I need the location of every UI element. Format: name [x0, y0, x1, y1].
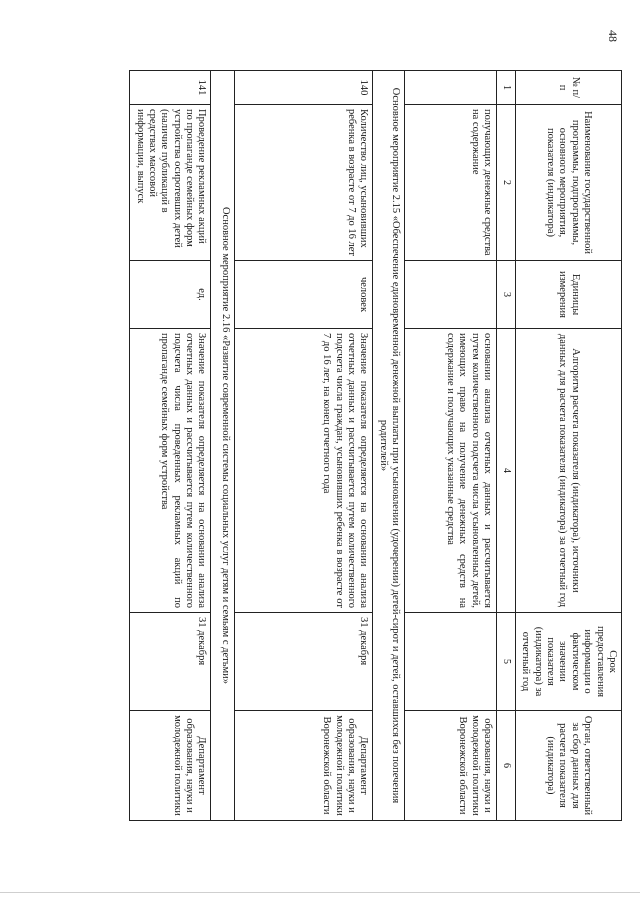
cell-algorithm: Значение показателя определяется на основании анализа отчетных данных и рассчитывается путем количественного подсчета числа граждан, усыновивших ребенка в возрасте от 7 до 16 лет, на конец отчетного года [235, 329, 373, 613]
table-row [235, 71, 373, 821]
header-term: Срок предоставления информации о фактическом значении показателя (индикатора) за отчетный год [516, 613, 622, 711]
cell-term [405, 613, 497, 711]
column-number-row [497, 71, 516, 821]
cell-term: 31 декабря [130, 613, 211, 711]
header-unit: Единицы измерения [516, 261, 622, 329]
header-num: № п/п [516, 71, 622, 105]
header-algorithm: Алгоритм расчета показателя (индикатора), источники данных для расчета показателя (индикатора) за отчетный год [516, 329, 622, 613]
rotated-sheet [80, 30, 622, 820]
cell-term: 31 декабря [235, 613, 373, 711]
cell-num [405, 71, 497, 105]
col-number: 4 [497, 329, 516, 613]
table-header-row [516, 71, 622, 821]
section-row [373, 71, 405, 821]
cell-organ: Департамент образования, науки и молодежной политики [130, 711, 211, 821]
section-row [211, 71, 235, 821]
header-name: Наименование государственной программы, подпрограммы, основного мероприятия, показателя (индикатора) [516, 105, 622, 261]
cell-num: 140 [235, 71, 373, 105]
col-number: 6 [497, 711, 516, 821]
cell-name: Проведение рекламных акций по пропаганде семейных форм устройства осиротевших детей (наличие публикаций в средствах массовой информации, выпуск [130, 105, 211, 261]
page-number: 48 [606, 30, 620, 42]
table-row [405, 71, 497, 821]
col-number: 3 [497, 261, 516, 329]
cell-unit: человек [235, 261, 373, 329]
cell-organ: образования, науки и молодежной политики Воронежской области [405, 711, 497, 821]
col-number: 5 [497, 613, 516, 711]
cell-algorithm: основании анализа отчетных данных и рассчитывается путем количественного подсчета числа усыновленных детей, имеющих право на получение денежных средств на содержание и получающих указанные средства [405, 329, 497, 613]
header-organ: Орган, ответственный за сбор данных для расчета показателя (индикатора) [516, 711, 622, 821]
scan-edge-line [0, 892, 640, 893]
cell-algorithm: Значение показателя определяется на основании анализа отчетных данных и рассчитывается путем количественного подсчета числа проведенных рекламных акций по пропаганде семейных форм устройства [130, 329, 211, 613]
cell-name: получающих денежные средства на содержание [405, 105, 497, 261]
indicator-table [129, 70, 622, 821]
cell-organ: Департамент образования, науки и молодежной политики Воронежской области [235, 711, 373, 821]
section-title-2-16: Основное мероприятие 2.16 «Развитие современной системы социальных услуг детям и семьям с детьми» [211, 71, 235, 821]
cell-unit: ед. [130, 261, 211, 329]
cell-name: Количество лиц, усыновивших ребенка в возрасте от 7 до 16 лет [235, 105, 373, 261]
cell-num: 141 [130, 71, 211, 105]
section-title-2-15: Основное мероприятие 2.15 «Обеспечение единовременной денежной выплаты при усыновлении (удочерении) детей-сирот и детей, оставшихся без попечения родителей» [373, 71, 405, 821]
table-row [130, 71, 211, 821]
cell-unit [405, 261, 497, 329]
col-number: 1 [497, 71, 516, 105]
col-number: 2 [497, 105, 516, 261]
